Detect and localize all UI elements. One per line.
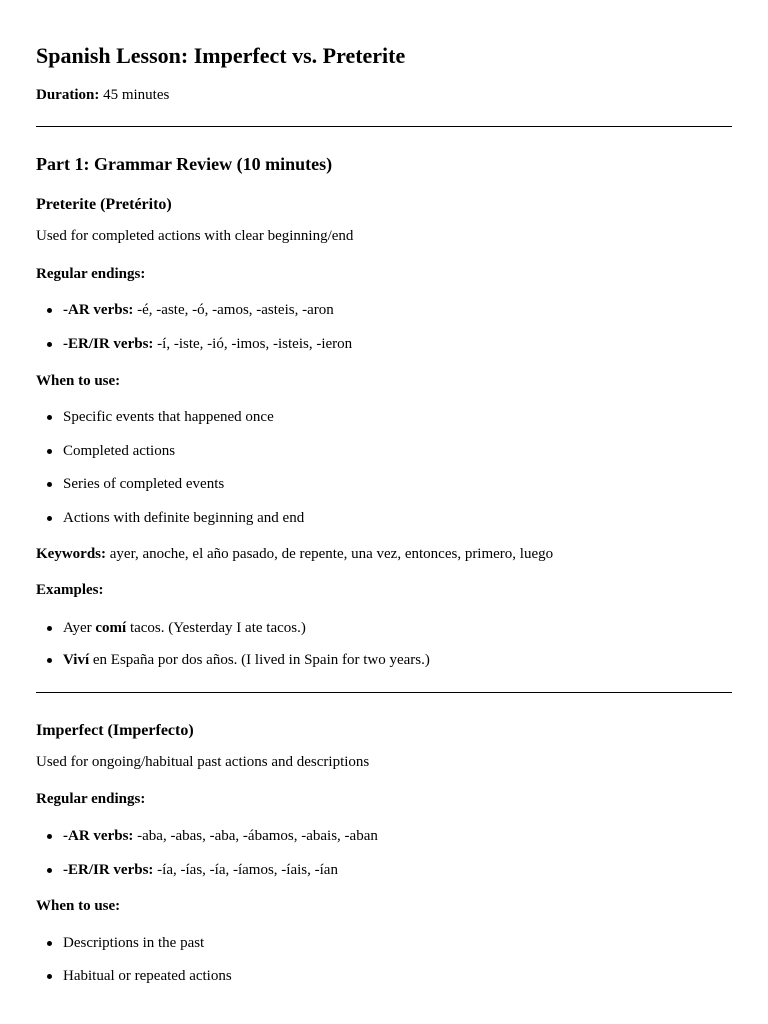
ending-forms: -ía, -ías, -ía, -íamos, -íais, -ían [153,862,338,878]
list-item [63,300,732,320]
duration-label: Duration: [36,87,100,103]
ending-forms: -é, -aste, -ó, -amos, -asteis, -aron [133,302,334,318]
page-title: Spanish Lesson: Imperfect vs. Preterite [36,43,406,68]
list-item [63,826,732,846]
ending-forms: -aba, -abas, -aba, -ábamos, -abais, -aban [133,828,378,844]
preterite-endings-label: Regular endings: [36,266,146,282]
list-item: Specific events that happened once [63,407,732,427]
list-item [63,618,732,638]
keywords-label: Keywords: [36,546,106,562]
list-item [63,650,732,670]
preterite-when-label: When to use: [36,373,121,389]
divider-top [36,126,732,127]
list-item [63,860,732,880]
imperfect-endings-label: Regular endings: [36,791,146,807]
imperfect-description: Used for ongoing/habitual past actions and descriptions [36,754,370,770]
ending-verb-type: -AR verbs: [63,302,134,318]
ending-verb-type: -ER/IR verbs: [63,336,154,352]
list-item: Descriptions in the past [63,933,732,953]
imperfect-heading: Imperfect (Imperfecto) [36,722,194,739]
list-item: Completed actions [63,441,732,461]
list-item: Series of completed events [63,474,732,494]
preterite-keywords [36,544,732,564]
preterite-examples-label: Examples: [36,582,104,598]
ending-forms: -í, -iste, -ió, -imos, -isteis, -ieron [153,336,353,352]
example-verb: comí [95,620,127,636]
imperfect-when-label: When to use: [36,898,121,914]
list-item: Habitual or repeated actions [63,966,732,986]
ending-verb-type: -ER/IR verbs: [63,862,154,878]
example-verb: Viví [63,652,90,668]
example-text: Ayer [63,620,96,636]
list-item: Actions with definite beginning and end [63,508,732,528]
ending-verb-type: -AR verbs: [63,828,134,844]
duration-value: 45 minutes [99,87,170,103]
part1-heading: Part 1: Grammar Review (10 minutes) [36,154,333,174]
preterite-description: Used for completed actions with clear beginning/end [36,228,354,244]
list-item [63,334,732,354]
divider-middle [36,692,732,693]
example-text: en España por dos años. (I lived in Spain for two years.) [89,652,430,668]
example-text: tacos. (Yesterday I ate tacos.) [126,620,306,636]
duration-line [36,85,732,105]
keywords-text: ayer, anoche, el año pasado, de repente, una vez, entonces, primero, luego [106,546,554,562]
preterite-heading: Preterite (Pretérito) [36,196,172,213]
